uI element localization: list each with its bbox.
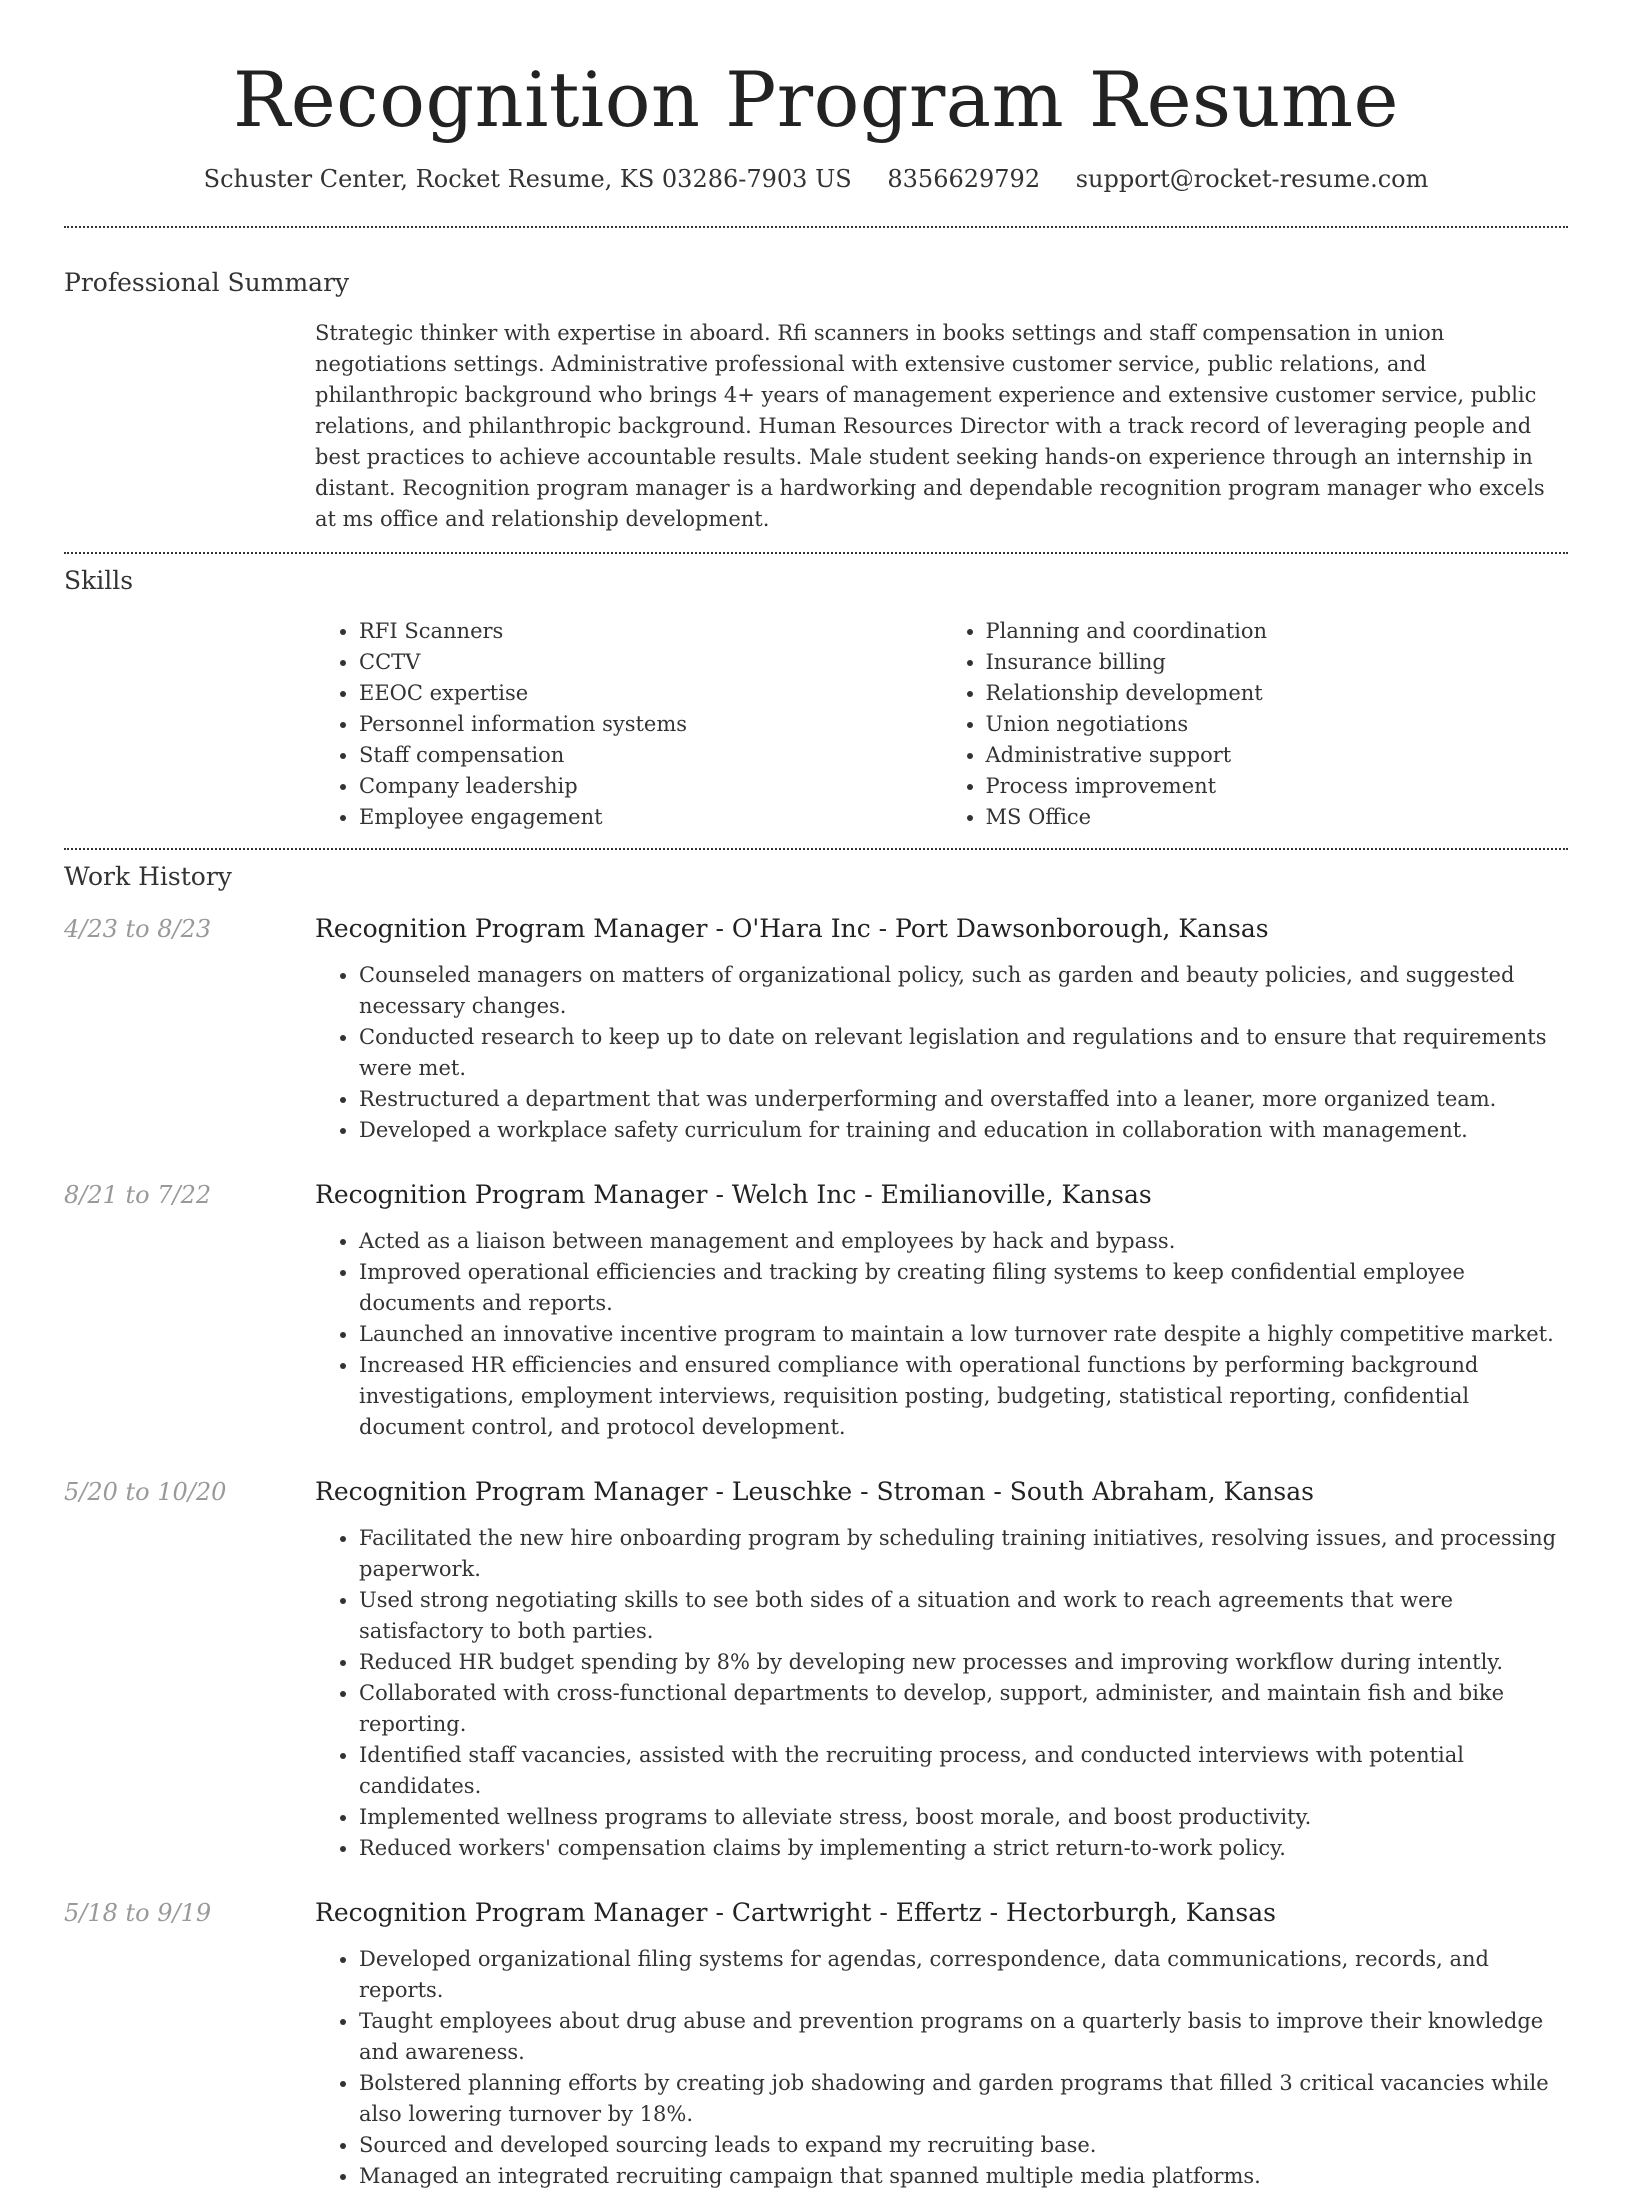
skill-item: • Staff compensation [359, 740, 942, 771]
job-bullet: • Collaborated with cross-functional departments to develop, support, administer, and maintain fish and bike reporting. [359, 1678, 1568, 1740]
job-dates: 4/23 to 8/23 [64, 915, 212, 943]
job-dates: 5/20 to 10/20 [64, 1478, 227, 1506]
job-bullet: • Used strong negotiating skills to see both sides of a situation and work to reach agreements that were satisfactory to both parties. [359, 1585, 1568, 1647]
job-bullet: • Launched an innovative incentive program to maintain a low turnover rate despite a highly competitive market. [359, 1319, 1568, 1350]
job-bullets [315, 1226, 1568, 1443]
job-bullet: • Developed a workplace safety curriculum for training and education in collaboration with management. [359, 1115, 1568, 1146]
page-title: Recognition Program Resume [232, 55, 1400, 144]
job-title: Recognition Program Manager - Leuschke - Stroman - South Abraham, Kansas [315, 1477, 1314, 1506]
contact-address: Schuster Center, Rocket Resume, KS 03286-7903 US [203, 165, 852, 193]
job-bullet: • Taught employees about drug abuse and prevention programs on a quarterly basis to improve their knowledge and awareness. [359, 2006, 1568, 2068]
summary-heading: Professional Summary [64, 268, 350, 297]
skill-item: • Relationship development [986, 678, 1569, 709]
skill-item: • Personnel information systems [359, 709, 942, 740]
job-title: Recognition Program Manager - Welch Inc - Emilianoville, Kansas [315, 1180, 1152, 1209]
skill-item: • Union negotiations [986, 709, 1569, 740]
job-title: Recognition Program Manager - O'Hara Inc - Port Dawsonborough, Kansas [315, 914, 1269, 943]
skill-item: • MS Office [986, 802, 1569, 833]
job-body [315, 1475, 1568, 1864]
work-history-heading: Work History [64, 862, 232, 891]
divider [64, 848, 1568, 850]
skill-item: • CCTV [359, 647, 942, 678]
job-entry [64, 1896, 1568, 2192]
job-bullet: • Reduced HR budget spending by 8% by developing new processes and improving workflow during intently. [359, 1647, 1568, 1678]
summary-text: Strategic thinker with expertise in aboard. Rfi scanners in books settings and staff compensation in union negotiations settings. Administrative professional with extensive customer service, public relations, and philanthropic background who brings 4+ years of management experience and extensive customer service, public relations, and philanthropic background. Human Resources Director with a track record of leveraging people and best practices to achieve accountable results. Male student seeking hands-on experience through an internship in distant. Recognition program manager is a hardworking and dependable recognition program manager who excels at ms office and relationship development. [315, 321, 1545, 531]
skill-item: • Process improvement [986, 771, 1569, 802]
skill-item: • RFI Scanners [359, 616, 942, 647]
job-bullet: • Managed an integrated recruiting campaign that spanned multiple media platforms. [359, 2161, 1568, 2192]
divider [64, 552, 1568, 554]
divider [64, 226, 1568, 228]
job-title: Recognition Program Manager - Cartwright - Effertz - Hectorburgh, Kansas [315, 1898, 1276, 1927]
job-bullets [315, 960, 1568, 1146]
skill-item: • Planning and coordination [986, 616, 1569, 647]
job-bullets [315, 1523, 1568, 1864]
skill-item: • Company leadership [359, 771, 942, 802]
job-entry [64, 1178, 1568, 1443]
job-bullet: • Reduced workers' compensation claims by implementing a strict return-to-work policy. [359, 1833, 1568, 1864]
job-bullet: • Sourced and developed sourcing leads to expand my recruiting base. [359, 2130, 1568, 2161]
skill-item: • Administrative support [986, 740, 1569, 771]
job-bullet: • Counseled managers on matters of organizational policy, such as garden and beauty policies, and suggested necessary changes. [359, 960, 1568, 1022]
job-body [315, 912, 1568, 1146]
skills-grid [315, 616, 1568, 833]
skill-item: • Employee engagement [359, 802, 942, 833]
job-bullet: • Increased HR efficiencies and ensured compliance with operational functions by performing background investigations, employment interviews, requisition posting, budgeting, statistical reporting, confidential document control, and protocol development. [359, 1350, 1568, 1443]
job-dates: 5/18 to 9/19 [64, 1899, 212, 1927]
job-body [315, 1178, 1568, 1443]
job-bullets [315, 1944, 1568, 2192]
job-body [315, 1896, 1568, 2192]
skill-item: • Insurance billing [986, 647, 1569, 678]
job-entry [64, 1475, 1568, 1864]
job-bullet: • Facilitated the new hire onboarding program by scheduling training initiatives, resolving issues, and processing paperwork. [359, 1523, 1568, 1585]
contact-line [64, 162, 1568, 196]
skills-list-left [315, 616, 942, 833]
skills-list-right [942, 616, 1569, 833]
skill-item: • EEOC expertise [359, 678, 942, 709]
job-bullet: • Bolstered planning efforts by creating job shadowing and garden programs that filled 3 critical vacancies while also lowering turnover by 18%. [359, 2068, 1568, 2130]
job-dates: 8/21 to 7/22 [64, 1181, 212, 1209]
work-history-list [64, 912, 1568, 2192]
job-bullet: • Developed organizational filing systems for agendas, correspondence, data communications, records, and reports. [359, 1944, 1568, 2006]
job-bullet: • Conducted research to keep up to date on relevant legislation and regulations and to ensure that requirements were met. [359, 1022, 1568, 1084]
contact-phone: 8356629792 [887, 165, 1041, 193]
job-bullet: • Acted as a liaison between management and employees by hack and bypass. [359, 1226, 1568, 1257]
job-bullet: • Implemented wellness programs to alleviate stress, boost morale, and boost productivity. [359, 1802, 1568, 1833]
job-bullet: • Restructured a department that was underperforming and overstaffed into a leaner, more organized team. [359, 1084, 1568, 1115]
contact-email[interactable]: support@rocket-resume.com [1075, 165, 1429, 193]
job-entry [64, 912, 1568, 1146]
job-bullet: • Improved operational efficiencies and tracking by creating filing systems to keep confidential employee documents and reports. [359, 1257, 1568, 1319]
skills-heading: Skills [64, 566, 134, 595]
job-bullet: • Identified staff vacancies, assisted with the recruiting process, and conducted interviews with potential candidates. [359, 1740, 1568, 1802]
